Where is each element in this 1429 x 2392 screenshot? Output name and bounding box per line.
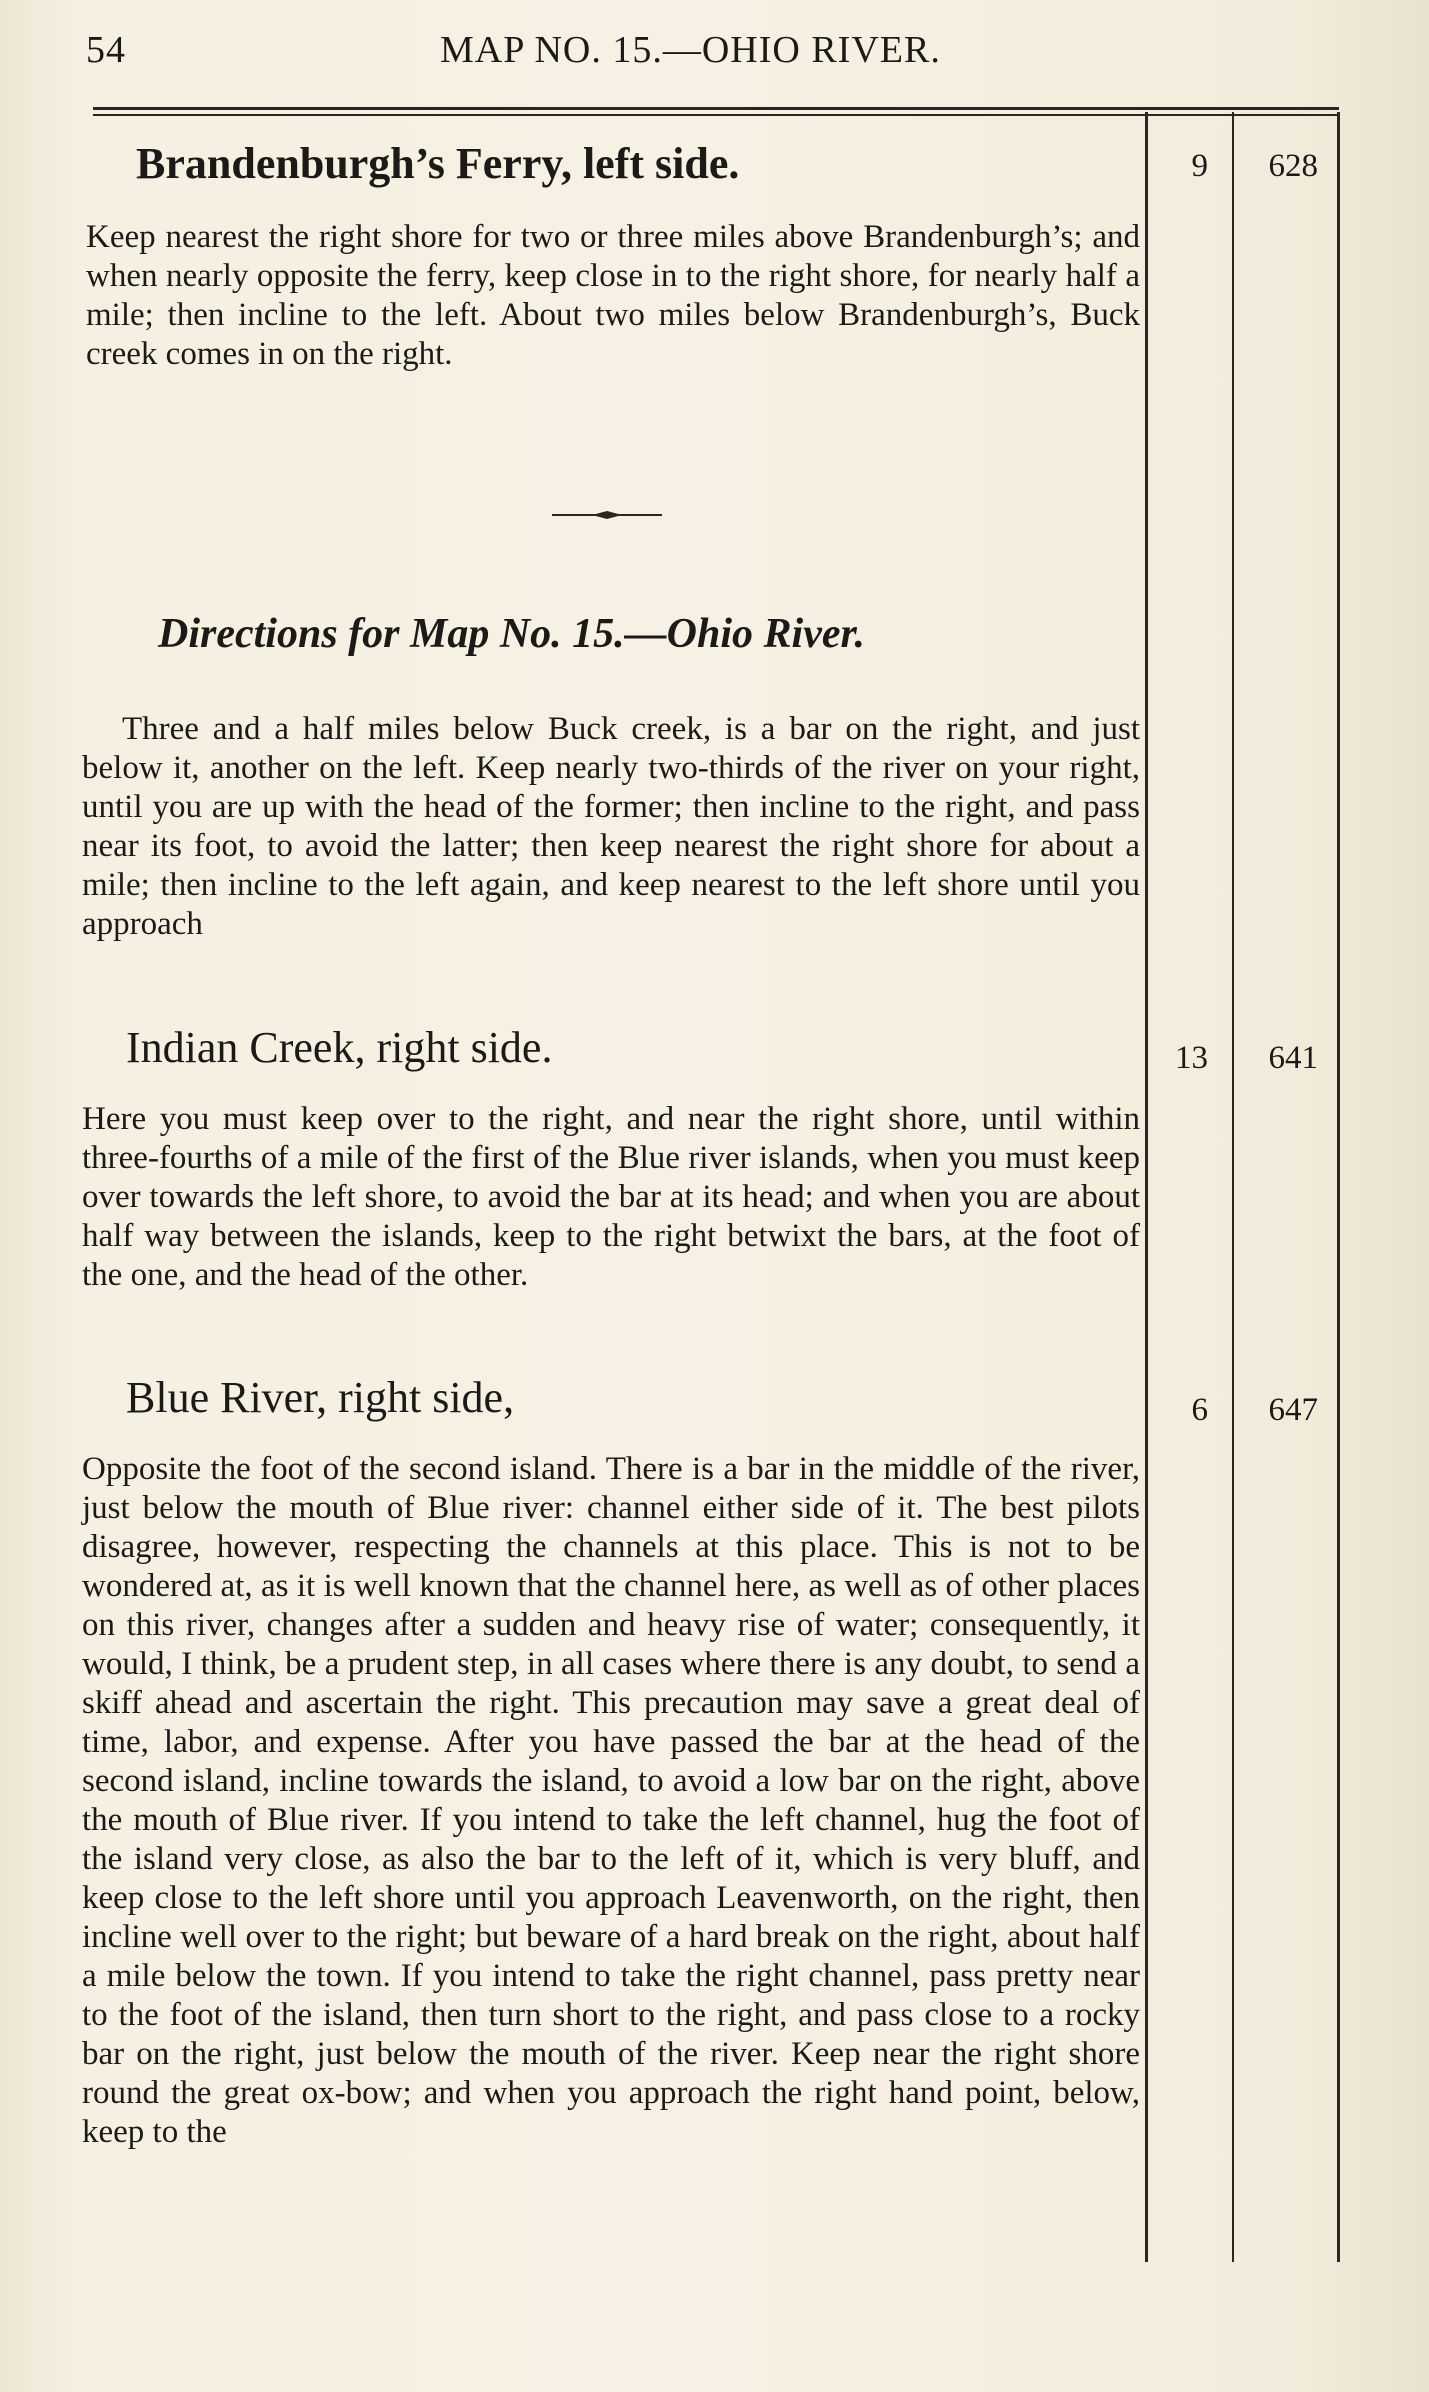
section-divider-ornament xyxy=(552,510,662,520)
total-miles-value: 628 xyxy=(1268,148,1318,184)
column-divider-miles xyxy=(1232,112,1234,2262)
section-paragraph: Three and a half miles below Buck creek, is a bar on the right, and just below it, another on the left. Keep nearly two-thirds of the river on your right, until you are up with the head of the former; then incline to the right, and pass near its foot, to avoid the latter; then keep nearest the right shore for about a mile; then incline to the left again, and keep nearest to the left shore until you approach xyxy=(82,711,1140,942)
section-paragraph: Opposite the foot of the second island. There is a bar in the middle of the river, just below the mouth of Blue river: channel either side of it. The best pilots disagree, however, respecting the channels at this place. This is not to be wondered at, as it is well known that the channel here, as well as of other places on this river, changes after a sudden and heavy rise of water; consequently, it would, I think, be a prudent step, in all cases where there is any doubt, to send a skiff ahead and ascertain the right. This precaution may save a great deal of time, labor, and expense. After you have passed the bar at the head of the second island, incline towards the island, to avoid a low bar on the right, above the mouth of Blue river. If you intend to take the left channel, hug the foot of the island very close, as also the bar to the left of it, which is very bluff, and keep close to the left shore until you approach Leavenworth, on the right, then incline well over to the right; but beware of a hard break on the right, about half a mile below the town. If you intend to take the right channel, pass pretty near to the foot of the island, then turn short to the right, and pass close to a rocky bar on the right, just below the mouth of the river. Keep near the right shore round the great ox-bow; and when you approach the right hand point, below, keep to the xyxy=(82,1451,1140,2150)
miles-value: 13 xyxy=(1175,1040,1208,1076)
top-rule-thin xyxy=(93,114,1339,116)
column-divider-text xyxy=(1145,112,1148,2262)
miles-value: 9 xyxy=(1191,148,1208,184)
total-miles-value: 641 xyxy=(1268,1040,1318,1076)
section-heading: Indian Creek, right side. xyxy=(126,1023,553,1072)
top-rule xyxy=(93,107,1339,110)
running-head: MAP NO. 15.—OHIO RIVER. xyxy=(440,29,941,71)
section-paragraph: Here you must keep over to the right, and near the right shore, until within three-fourths of a mile of the first of the Blue river islands, when you must keep over towards the left shore, to avoid the bar at its head; and when you are about half way between the islands, keep to the right betwixt the bars, at the foot of the one, and the head of the other. xyxy=(82,1101,1140,1293)
column-divider-total xyxy=(1337,112,1340,2262)
section-paragraph: Keep nearest the right shore for two or three miles above Brandenburgh’s; and when nearly opposite the ferry, keep close in to the right shore, for nearly half a mile; then incline to the left. About two miles below Brandenburgh’s, Buck creek comes in on the right. xyxy=(86,219,1140,372)
total-miles-value: 647 xyxy=(1268,1392,1318,1428)
section-heading: Blue River, right side, xyxy=(126,1373,515,1422)
page-number: 54 xyxy=(86,29,126,71)
map-directions-heading: Directions for Map No. 15.—Ohio River. xyxy=(158,611,866,657)
section-heading: Brandenburgh’s Ferry, left side. xyxy=(136,139,740,188)
miles-value: 6 xyxy=(1191,1392,1208,1428)
